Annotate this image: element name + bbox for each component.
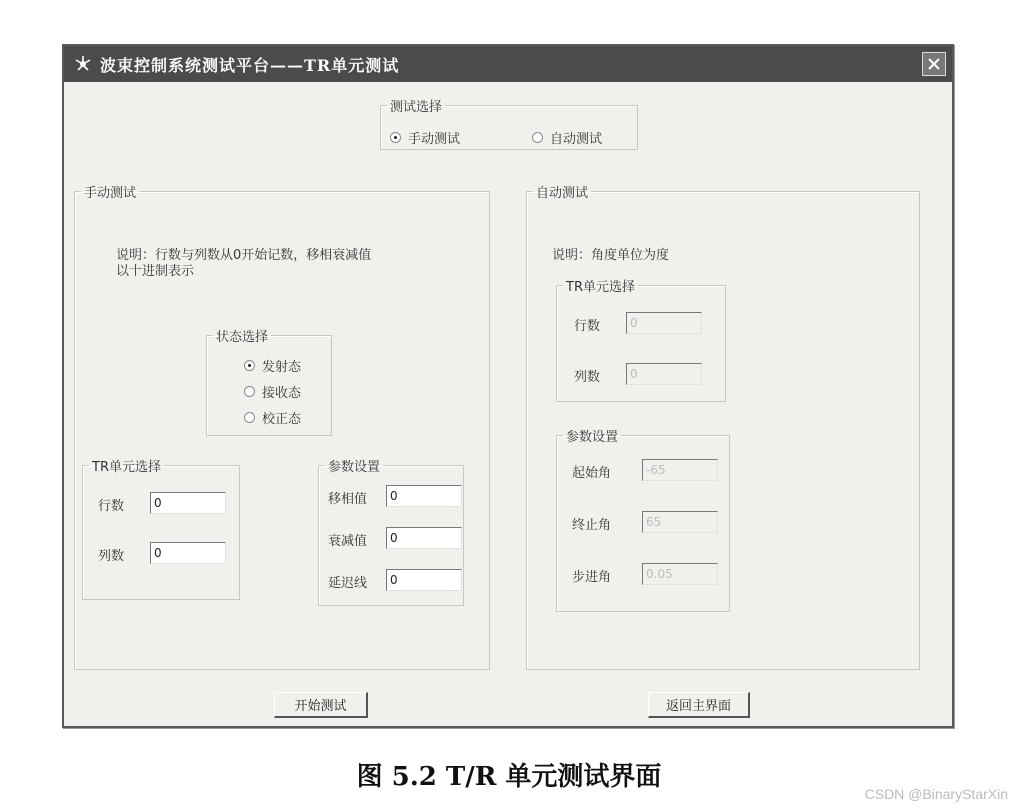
figure-caption: 图 5.2 T/R 单元测试界面 <box>356 762 662 792</box>
manual-note-line2: 以十进制表示 <box>116 264 195 279</box>
back-to-main-button[interactable]: 返回主界面 <box>648 692 750 718</box>
manual-row-input[interactable] <box>150 492 226 514</box>
radio-dot-icon <box>244 412 255 423</box>
delay-input[interactable] <box>386 569 462 591</box>
app-icon <box>72 53 94 75</box>
state-select-legend: 状态选择 <box>216 330 269 345</box>
step-angle-input[interactable] <box>642 563 718 585</box>
phase-input[interactable] <box>386 485 462 507</box>
radio-state-calibrate[interactable] <box>244 408 301 427</box>
auto-col-input[interactable] <box>626 363 702 385</box>
auto-col-label: 列数 <box>574 370 601 385</box>
auto-note: 说明：角度单位为度 <box>552 248 670 263</box>
radio-state-receive[interactable] <box>244 382 301 401</box>
end-angle-input[interactable] <box>642 511 718 533</box>
main-window <box>62 44 954 728</box>
radio-auto-label: 自动测试 <box>550 132 603 147</box>
window-client-area <box>64 82 952 726</box>
auto-params-legend: 参数设置 <box>566 430 619 445</box>
step-angle-label: 步进角 <box>572 570 612 585</box>
manual-tr-select-legend: TR单元选择 <box>92 460 161 475</box>
watermark: CSDN @BinaryStarXin <box>864 786 1008 802</box>
start-angle-label: 起始角 <box>572 466 612 481</box>
manual-note-line1: 说明：行数与列数从0开始记数，移相衰减值 <box>116 248 372 263</box>
end-angle-label: 终止角 <box>572 518 612 533</box>
radio-manual-test[interactable] <box>390 128 460 147</box>
radio-dot-icon <box>244 360 255 371</box>
start-test-button[interactable]: 开始测试 <box>274 692 368 718</box>
radio-dot-icon <box>244 386 255 397</box>
auto-row-input[interactable] <box>626 312 702 334</box>
radio-state-transmit-label: 发射态 <box>262 360 302 375</box>
manual-col-input[interactable] <box>150 542 226 564</box>
radio-state-receive-label: 接收态 <box>262 386 302 401</box>
close-icon[interactable] <box>922 52 946 76</box>
radio-manual-label: 手动测试 <box>408 132 461 147</box>
radio-dot-icon <box>532 132 543 143</box>
auto-test-legend: 自动测试 <box>536 186 589 201</box>
auto-row-label: 行数 <box>574 319 601 334</box>
phase-label: 移相值 <box>328 492 368 507</box>
radio-state-transmit[interactable] <box>244 356 301 375</box>
auto-tr-select-legend: TR单元选择 <box>566 280 635 295</box>
delay-label: 延迟线 <box>328 576 368 591</box>
manual-test-legend: 手动测试 <box>84 186 137 201</box>
manual-col-label: 列数 <box>98 549 125 564</box>
manual-params-legend: 参数设置 <box>328 460 381 475</box>
test-select-legend: 测试选择 <box>390 100 443 115</box>
start-angle-input[interactable] <box>642 459 718 481</box>
manual-row-label: 行数 <box>98 499 125 514</box>
atten-input[interactable] <box>386 527 462 549</box>
radio-auto-test[interactable] <box>532 128 602 147</box>
window-title: 波束控制系统测试平台——TR单元测试 <box>100 55 400 75</box>
radio-dot-icon <box>390 132 401 143</box>
manual-tr-select-group <box>82 456 240 600</box>
atten-label: 衰减值 <box>328 534 368 549</box>
radio-state-calibrate-label: 校正态 <box>262 412 302 427</box>
title-bar <box>64 46 952 82</box>
